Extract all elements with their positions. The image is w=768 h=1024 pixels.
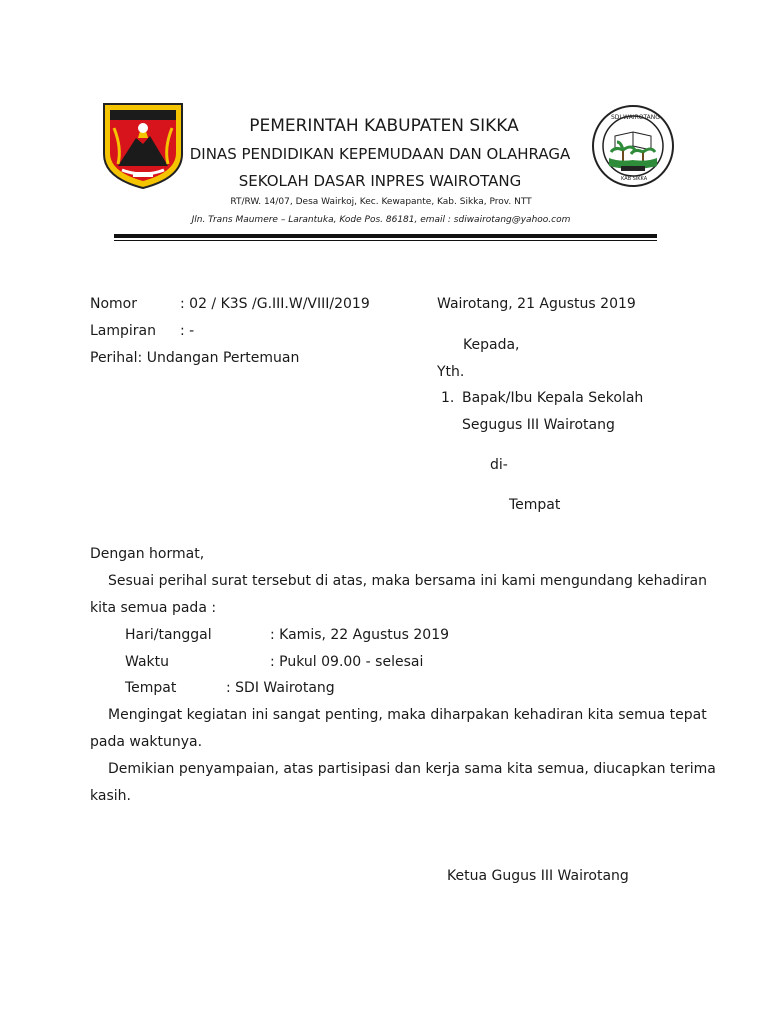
detail-label-place: Tempat: [125, 680, 177, 696]
recipient-line2: Segugus III Wairotang: [462, 417, 615, 433]
letterhead-school: SEKOLAH DASAR INPRES WAIROTANG: [238, 172, 522, 190]
detail-value-time: : Pukul 09.00 - selesai: [270, 654, 424, 670]
paragraph-2-line-2: pada waktunya.: [90, 734, 203, 750]
salutation: Dengan hormat,: [90, 546, 205, 562]
paragraph-3-line-1: Demikian penyampaian, atas partisipasi dan kerja sama kita semua, diucapkan terima: [108, 761, 716, 777]
recipient-tempat: Tempat: [509, 497, 561, 513]
letterhead-rule-thick: [114, 234, 657, 238]
letterhead-government: PEMERINTAH KABUPATEN SIKKA: [249, 116, 519, 136]
detail-label-date: Hari/tanggal: [125, 627, 212, 643]
letterhead-address: RT/RW. 14/07, Desa Wairkoj, Kec. Kewapante, Kab. Sikka, Prov. NTT: [230, 197, 532, 207]
lampiran-label: Lampiran: [90, 323, 157, 339]
paragraph-1-line-1: Sesuai perihal surat tersebut di atas, maka bersama ini kami mengundang kehadiran: [108, 573, 708, 589]
signature-title: Ketua Gugus III Wairotang: [447, 868, 629, 884]
paragraph-2-line-1: Mengingat kegiatan ini sangat penting, maka diharpakan kehadiran kita semua tepat: [108, 707, 707, 723]
recipient-kepada: Kepada,: [463, 337, 520, 353]
emblem-ring-text: SDI WAIROTANG: [611, 114, 660, 121]
paragraph-1-line-2: kita semua pada :: [90, 600, 217, 616]
emblem-bottom-text: KAB SIKKA: [621, 176, 648, 182]
place-date: Wairotang, 21 Agustus 2019: [437, 296, 636, 312]
nomor-label: Nomor: [90, 296, 137, 312]
perihal-line: Perihal: Undangan Pertemuan: [90, 350, 300, 366]
letterhead-rule-thin: [114, 240, 657, 241]
recipient-line1: Bapak/Ibu Kepala Sekolah: [462, 390, 644, 406]
detail-value-date: : Kamis, 22 Agustus 2019: [270, 627, 450, 643]
paragraph-3-line-2: kasih.: [90, 788, 131, 804]
lampiran-value: : -: [180, 323, 195, 339]
nomor-value: : 02 / K3S /G.III.W/VIII/2019: [180, 296, 370, 312]
detail-value-place: : SDI Wairotang: [226, 680, 335, 696]
detail-label-time: Waktu: [125, 654, 169, 670]
recipient-yth: Yth.: [437, 364, 465, 380]
letterhead-contact: Jln. Trans Maumere – Larantuka, Kode Pos. 86181, email : sdiwairotang@yahoo.com: [191, 215, 571, 225]
recipient-di: di-: [490, 457, 508, 473]
letterhead-department: DINAS PENDIDIKAN KEPEMUDAAN DAN OLAHRAGA: [189, 145, 571, 163]
recipient-number: 1.: [441, 390, 455, 406]
